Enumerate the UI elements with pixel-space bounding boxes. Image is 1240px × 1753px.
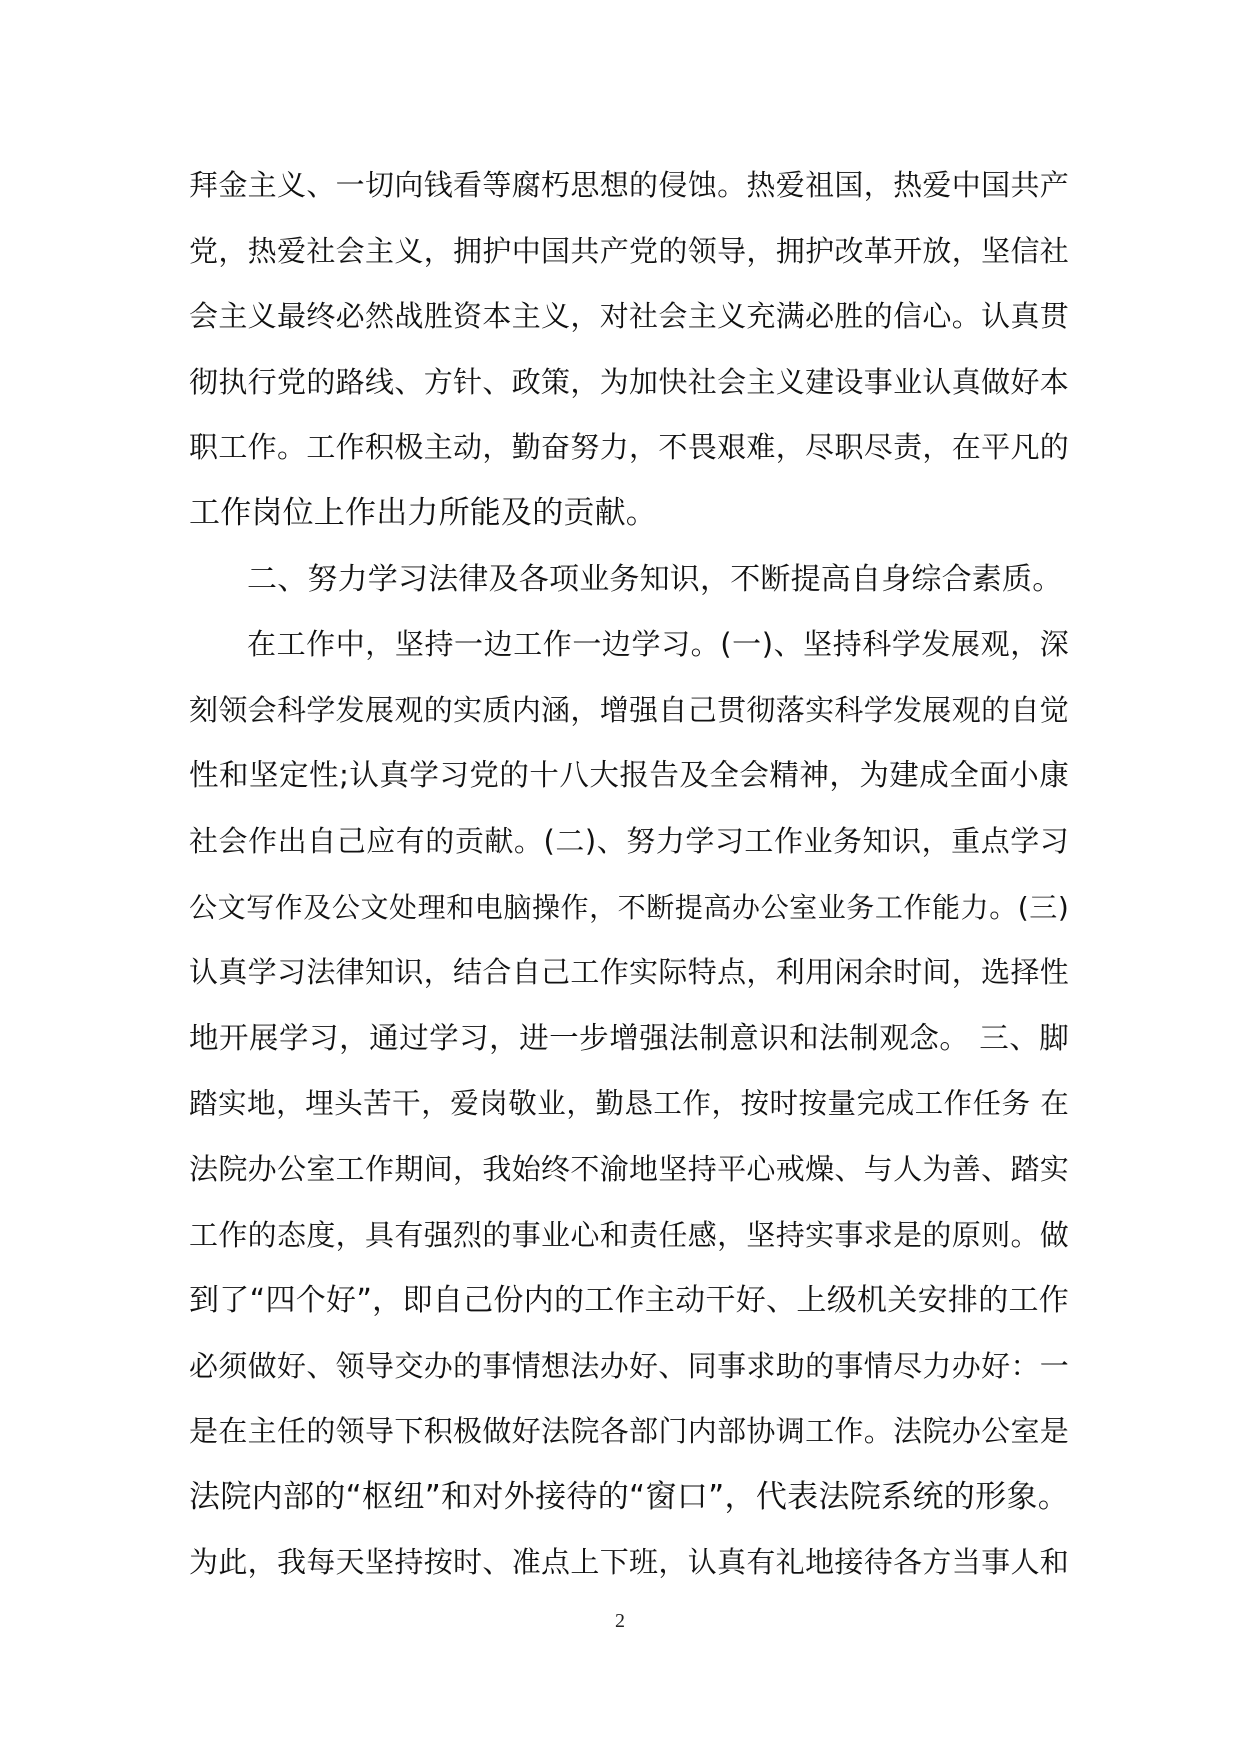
- text-line: 性和坚定性;认真学习党的十八大报告及全会精神，为建成全面小康: [189, 758, 1069, 793]
- text-line: 职工作。工作积极主动，勤奋努力，不畏艰难，尽职尽责，在平凡的: [189, 430, 1069, 465]
- text-line: 必须做好、领导交办的事情想法办好、同事求助的事情尽力办好：一: [189, 1348, 1069, 1383]
- text-line: 法院内部的“枢纽”和对外接待的“窗口”，代表法院系统的形象。: [189, 1478, 1069, 1515]
- text-line: 彻执行党的路线、方针、政策，为加快社会主义建设事业认真做好本: [189, 364, 1069, 399]
- text-line: 认真学习法律知识，结合自己工作实际特点，利用闲余时间，选择性: [189, 955, 1069, 990]
- page-number: 2: [615, 1610, 625, 1632]
- text-line: 工作岗位上作出力所能及的贡献。: [189, 494, 657, 531]
- text-line: 踏实地，埋头苦干，爱岗敬业，勤恳工作，按时按量完成工作任务 在: [189, 1087, 1069, 1121]
- text-line: 公文写作及公文处理和电脑操作，不断提高办公室业务工作能力。(三): [189, 890, 1069, 924]
- text-line: 在工作中，坚持一边工作一边学习。(一)、坚持科学发展观，深: [247, 627, 1069, 662]
- text-line: 刻领会科学发展观的实质内涵，增强自己贯彻落实科学发展观的自觉: [189, 692, 1069, 727]
- text-line: 党，热爱社会主义，拥护中国共产党的领导，拥护改革开放，坚信社: [189, 233, 1069, 268]
- body-text: [189, 153, 1069, 1596]
- text-line: 到了“四个好”，即自己份内的工作主动干好、上级机关安排的工作: [189, 1283, 1069, 1319]
- text-line: 工作的态度，具有强烈的事业心和责任感，坚持实事求是的原则。做: [189, 1217, 1069, 1252]
- text-line: 地开展学习，通过学习，进一步增强法制意识和法制观念。 三、脚: [189, 1020, 1069, 1055]
- text-line: 法院办公室工作期间，我始终不渝地坚持平心戒燥、与人为善、踏实: [189, 1151, 1069, 1186]
- text-line: 是在主任的领导下积极做好法院各部门内部协调工作。法院办公室是: [189, 1414, 1069, 1449]
- section-heading: 二、努力学习法律及各项业务知识，不断提高自身综合素质。: [247, 561, 1063, 597]
- text-line: 社会作出自己应有的贡献。(二)、努力学习工作业务知识，重点学习: [189, 823, 1069, 858]
- text-line: 会主义最终必然战胜资本主义，对社会主义充满必胜的信心。认真贯: [189, 299, 1069, 334]
- text-line: 拜金主义、一切向钱看等腐朽思想的侵蚀。热爱祖国，热爱中国共产: [189, 168, 1069, 202]
- text-line: 为此，我每天坚持按时、准点上下班，认真有礼地接待各方当事人和: [189, 1545, 1069, 1580]
